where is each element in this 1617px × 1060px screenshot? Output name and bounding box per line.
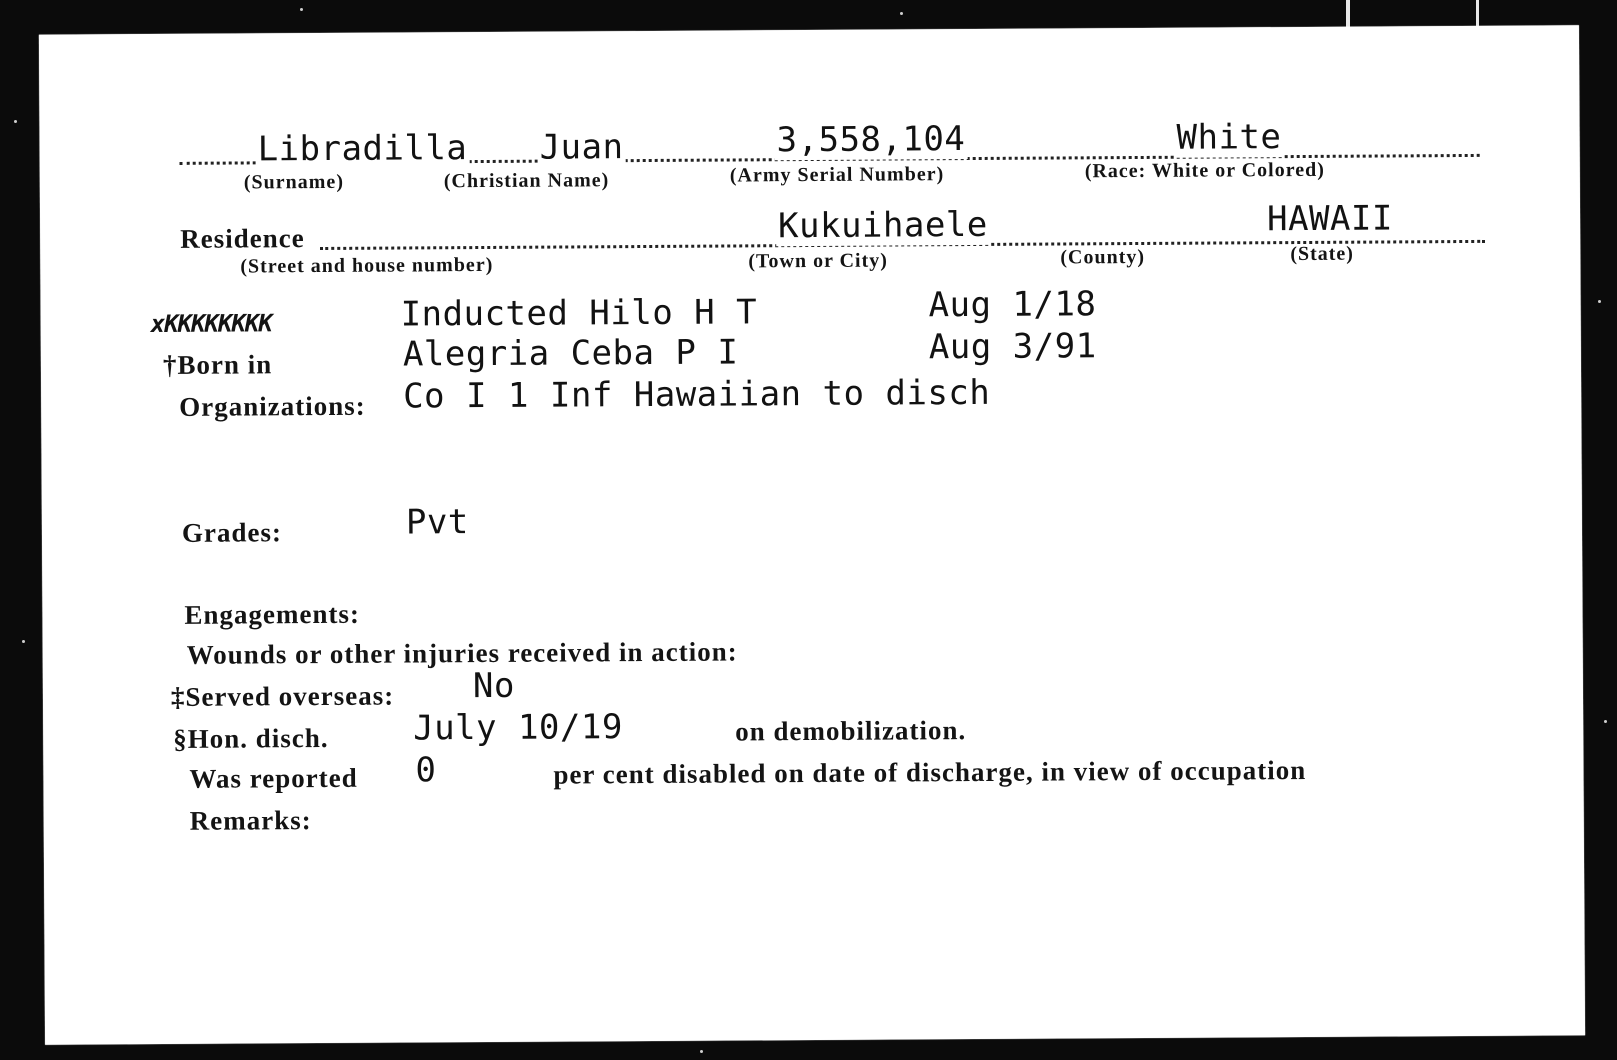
state-value: HAWAII xyxy=(1266,198,1394,240)
wounds-label: Wounds or other injuries received in action: xyxy=(186,636,738,670)
organizations-label: Organizations: xyxy=(179,390,366,422)
christian-name-value: Juan xyxy=(539,127,624,168)
birthplace-value: Alegria Ceba P I xyxy=(402,332,739,375)
struck-out-label: xKKKKKKKK xyxy=(150,309,272,339)
town-caption: (Town or City) xyxy=(748,249,888,273)
scan-speck xyxy=(1598,300,1601,303)
scan-edge-line xyxy=(1346,0,1350,28)
grades-label: Grades: xyxy=(181,517,283,548)
birth-date: Aug 3/91 xyxy=(928,326,1097,368)
residence-label: Residence xyxy=(180,223,305,254)
disability-percent-value: 0 xyxy=(415,750,437,791)
scan-speck xyxy=(22,640,25,643)
remarks-label: Remarks: xyxy=(189,805,312,836)
served-overseas-value: No xyxy=(472,665,515,707)
state-caption: (State) xyxy=(1290,242,1354,266)
scan-speck xyxy=(700,1050,703,1053)
surname-value: Libradilla xyxy=(257,128,468,170)
served-overseas-label: ‡Served overseas: xyxy=(170,680,395,712)
grades-value: Pvt xyxy=(405,502,469,543)
organizations-value: Co I 1 Inf Hawaiian to disch xyxy=(403,372,991,417)
scan-speck xyxy=(1604,720,1607,723)
scan-speck xyxy=(14,120,17,123)
race-caption: (Race: White or Colored) xyxy=(1084,158,1325,183)
hon-disch-date: July 10/19 xyxy=(413,707,623,749)
born-in-label: †Born in xyxy=(162,349,273,380)
christian-name-caption: (Christian Name) xyxy=(443,169,610,193)
town-value: Kukuihaele xyxy=(777,204,988,247)
race-value: White xyxy=(1176,117,1282,158)
induction-date: Aug 1/18 xyxy=(928,284,1097,326)
induction-value: Inducted Hilo H T xyxy=(400,292,758,335)
hon-disch-suffix: on demobilization. xyxy=(735,715,967,747)
record-card xyxy=(39,25,1585,1044)
hon-disch-label: §Hon. disch. xyxy=(173,722,329,754)
county-caption: (County) xyxy=(1060,245,1146,269)
was-reported-label: Was reported xyxy=(189,762,358,794)
disability-suffix: per cent disabled on date of discharge, in view of occupation xyxy=(553,754,1307,790)
street-caption: (Street and house number) xyxy=(240,253,494,278)
surname-caption: (Surname) xyxy=(243,170,345,194)
army-serial-number-value: 3,558,104 xyxy=(776,119,966,161)
engagements-label: Engagements: xyxy=(184,598,361,630)
scan-speck xyxy=(900,12,903,15)
serial-number-caption: (Army Serial Number) xyxy=(729,163,945,187)
scan-edge-line xyxy=(1476,0,1479,28)
scan-speck xyxy=(300,8,303,11)
